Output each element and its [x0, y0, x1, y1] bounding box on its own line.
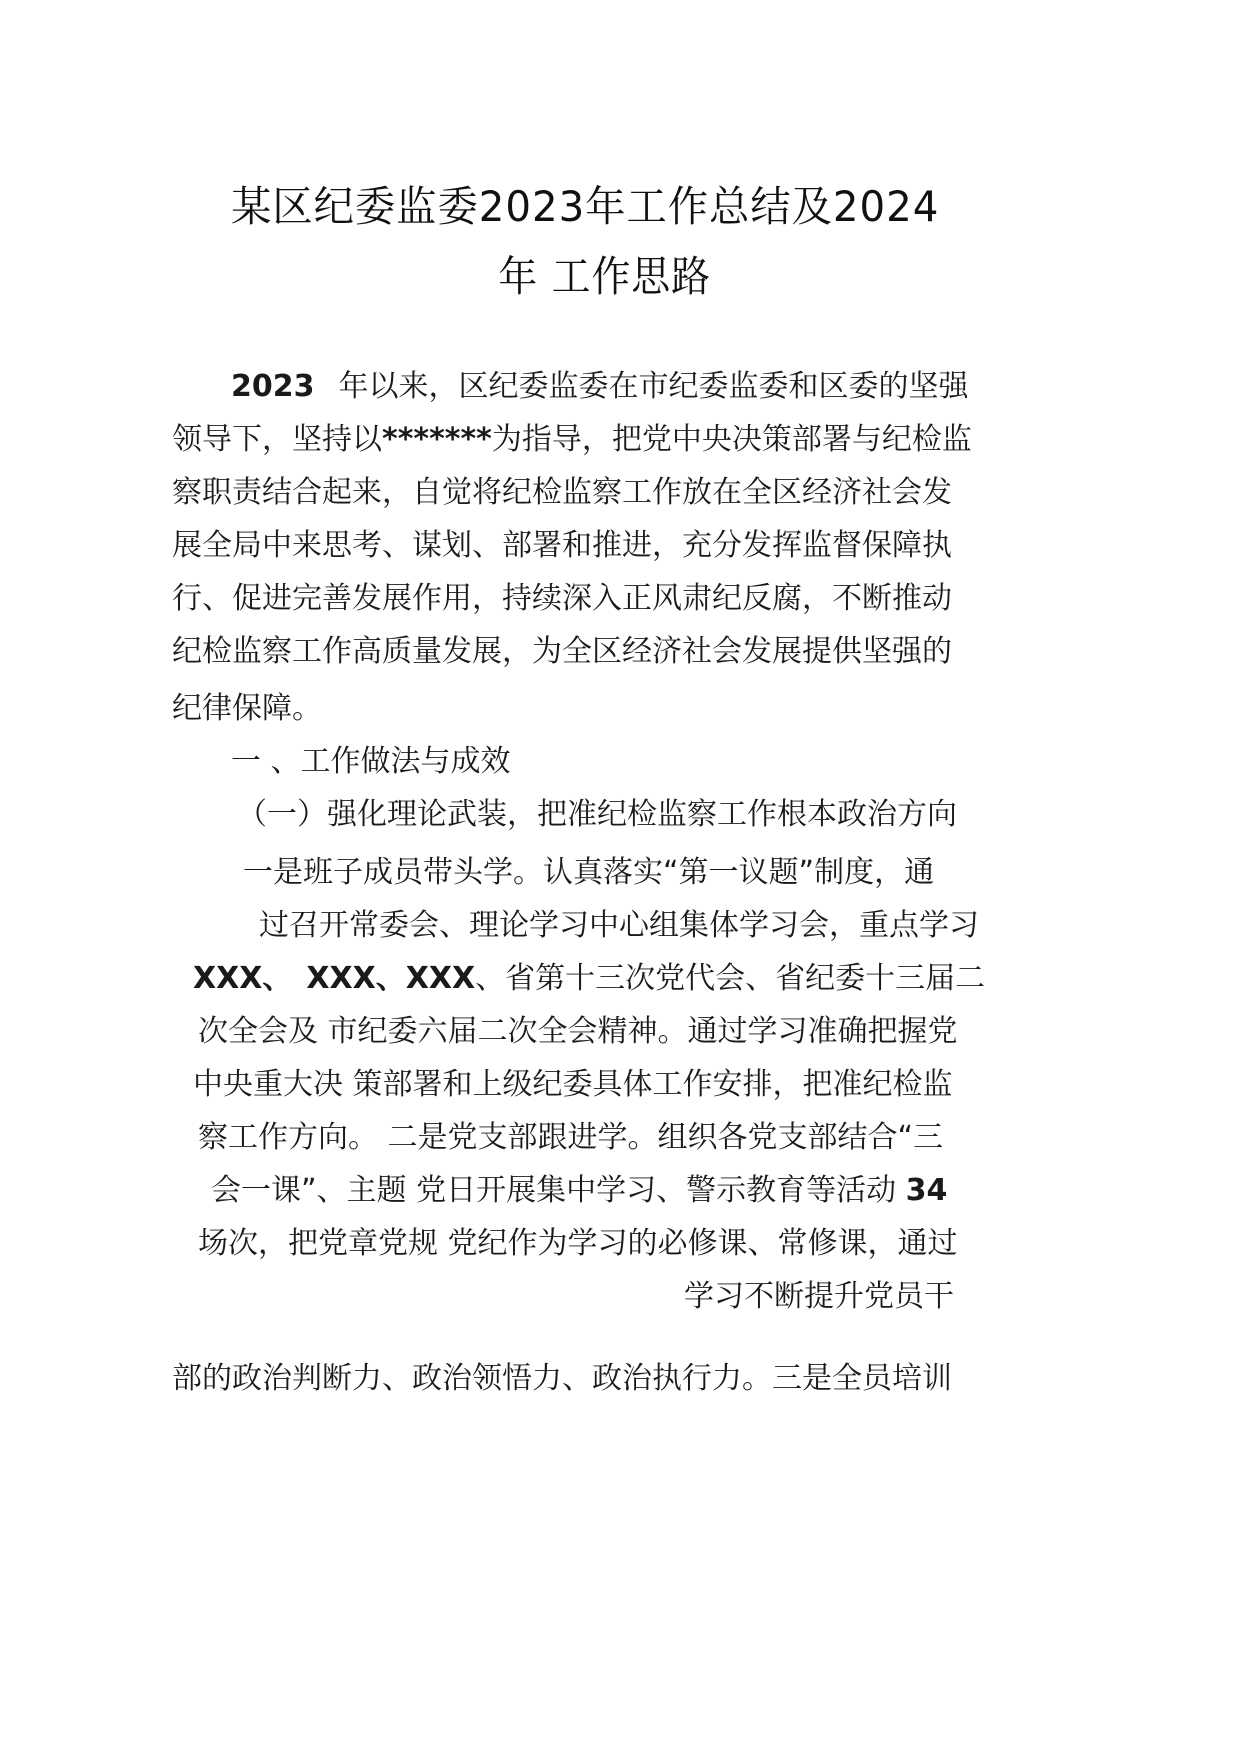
- intro-line-5: 行、促进完善发展作用，持续深入正风肃纪反腐，不断推动: [172, 581, 952, 616]
- intro-year: 2023: [231, 369, 315, 404]
- intro-line-4: 展全局中来思考、谋划、部署和推进，充分发挥监督保障执: [172, 528, 952, 563]
- intro-line-7: 纪律保障。: [172, 691, 322, 726]
- section-1-heading: 一 、工作做法与成效: [231, 744, 511, 779]
- intro-line-2b: 为指导，把党中央决策部署与纪检监: [491, 422, 972, 457]
- body-line-7: [211, 1173, 948, 1208]
- intro-line-2a: 领导下，坚持以: [172, 422, 382, 457]
- body-line-3: [193, 961, 986, 996]
- intro-line-2: [172, 422, 972, 457]
- body-line-3-bold-1: XXX、: [193, 961, 293, 996]
- body-line-4: 次全会及 市纪委六届二次全会精神。通过学习准确把握党: [198, 1014, 958, 1049]
- subsection-1-heading: （一）强化理论武装，把准纪检监察工作根本政治方向: [237, 797, 957, 832]
- body-line-2: 过召开常委会、理论学习中心组集体学习会，重点学习: [259, 908, 979, 943]
- body-line-8: 场次，把党章党规 党纪作为学习的必修课、常修课，通过: [198, 1226, 958, 1261]
- body-line-7-text: 会一课”、主题 党日开展集中学习、警示教育等活动: [211, 1173, 906, 1208]
- document-title-line-1: 某区纪委监委2023年工作总结及2024: [231, 182, 940, 231]
- document-title-line-2: 年 工作思路: [498, 252, 712, 301]
- body-line-1: 一是班子成员带头学。认真落实“第一议题”制度，通: [243, 855, 935, 890]
- body-line-6: 察工作方向。 二是党支部跟进学。组织各党支部结合“三: [198, 1120, 944, 1155]
- body-line-10: 部的政治判断力、政治领悟力、政治执行力。三是全员培训: [172, 1361, 952, 1396]
- intro-line-1-text: 年以来，区纪委监委在市纪委监委和区委的坚强: [338, 369, 969, 404]
- masked-text: *******: [382, 422, 492, 457]
- intro-line-6: 纪检监察工作高质量发展，为全区经济社会发展提供坚强的: [172, 634, 952, 669]
- body-line-9: 学习不断提升党员干: [684, 1279, 954, 1314]
- intro-line-1: [231, 369, 969, 404]
- body-line-5: 中央重大决 策部署和上级纪委具体工作安排，把准纪检监: [193, 1067, 953, 1102]
- intro-line-3: 察职责结合起来，自觉将纪检监察工作放在全区经济社会发: [172, 475, 952, 510]
- activity-count: 34: [905, 1173, 948, 1208]
- body-line-3-rest: 、省第十三次党代会、省纪委十三届二: [475, 961, 986, 996]
- body-line-3-bold-2: XXX、XXX: [306, 961, 476, 996]
